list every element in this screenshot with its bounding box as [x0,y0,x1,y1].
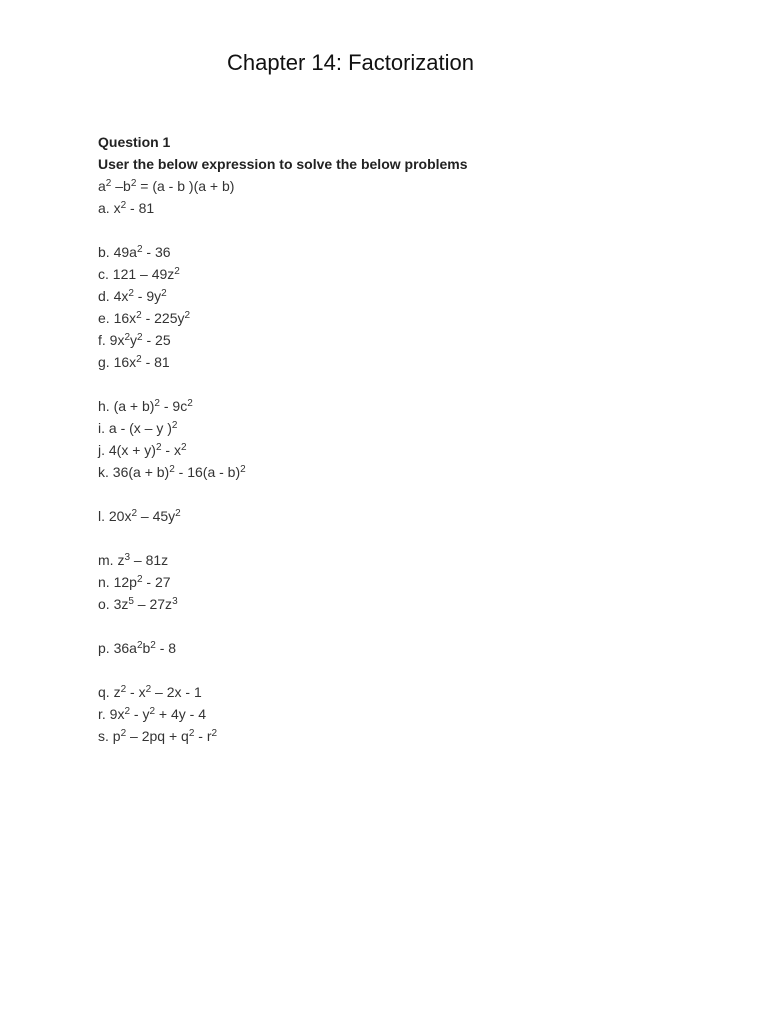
text-segment: –b [111,178,131,194]
problem-item [98,461,698,483]
problem-item [98,571,698,593]
text-segment: p. 36a [98,640,137,656]
text-segment: h. (a + b) [98,398,155,414]
text-segment: d. 4x [98,288,129,304]
text-segment: - 16(a - b) [174,464,241,480]
superscript: 2 [155,442,162,453]
problem-item [98,681,698,703]
text-segment: y [130,332,138,348]
superscript: 2 [145,684,152,695]
superscript: 2 [124,706,131,717]
superscript: 2 [136,574,143,585]
text-segment: - x [126,684,146,700]
superscript: 2 [131,508,138,519]
problem-item [98,197,698,219]
superscript: 2 [149,706,156,717]
text-segment: m. z [98,552,125,568]
problem-item [98,637,698,659]
question-heading: Question 1 [98,134,171,150]
superscript: 3 [124,552,131,563]
problem-item [98,285,698,307]
superscript: 3 [172,596,178,607]
problem-item [98,549,698,571]
spacer [98,659,698,681]
superscript: 2 [137,332,143,343]
text-segment: - 81 [141,354,170,370]
identity-formula [98,175,698,197]
text-segment: = (a - b )(a + b) [136,178,235,194]
problem-item [98,241,698,263]
text-segment: – 27z [133,596,173,612]
text-segment: o. 3z [98,596,129,612]
text-segment: - 9c [159,398,188,414]
superscript: 5 [128,596,134,607]
text-segment: - r [194,728,212,744]
text-segment: i. a - (x – y ) [98,420,172,436]
text-segment: s. p [98,728,121,744]
superscript: 2 [150,640,156,651]
problem-list [98,197,698,747]
superscript: 2 [161,288,167,299]
problem-item [98,593,698,615]
superscript: 2 [105,178,112,189]
superscript: 2 [188,728,195,739]
text-segment: f. 9x [98,332,125,348]
text-segment: - 36 [142,244,171,260]
superscript: 2 [120,728,127,739]
text-segment: - x [161,442,181,458]
problem-item [98,351,698,373]
text-segment: b. 49a [98,244,137,260]
superscript: 2 [124,332,131,343]
text-segment: a. x [98,200,121,216]
superscript: 2 [175,508,181,519]
text-segment: r. 9x [98,706,125,722]
text-segment: c. 121 – 49z [98,266,175,282]
text-segment: – 2x - 1 [151,684,202,700]
superscript: 2 [128,288,134,299]
text-segment: - 25 [142,332,171,348]
text-segment: j. 4(x + y) [98,442,156,458]
problem-item [98,307,698,329]
text-segment: n. 12p [98,574,137,590]
problem-item [98,329,698,351]
question-section [98,131,698,747]
problem-item [98,703,698,725]
superscript: 2 [136,244,143,255]
text-segment: q. z [98,684,121,700]
text-segment: a [98,178,106,194]
text-segment: - 81 [126,200,155,216]
spacer [98,373,698,395]
superscript: 2 [211,728,218,739]
superscript: 2 [169,464,175,475]
superscript: 2 [130,178,137,189]
text-segment: g. 16x [98,354,137,370]
superscript: 2 [136,354,142,365]
superscript: 2 [171,420,178,431]
question-instruction: User the below expression to solve the below problems [98,156,468,172]
text-segment: - 27 [142,574,171,590]
superscript: 2 [180,442,187,453]
text-segment: b [142,640,151,656]
page-title: Chapter 14: Factorization [227,50,475,75]
problem-item [98,725,698,747]
spacer [98,483,698,505]
text-segment: - y [130,706,150,722]
text-segment: e. 16x [98,310,137,326]
spacer [98,527,698,549]
text-segment: l. 20x [98,508,132,524]
problem-item [98,417,698,439]
superscript: 2 [174,266,180,277]
superscript: 2 [136,310,142,321]
superscript: 2 [136,640,143,651]
superscript: 2 [120,200,127,211]
spacer [98,615,698,637]
text-segment: - 8 [155,640,177,656]
text-segment: + 4y - 4 [155,706,207,722]
superscript: 2 [240,464,246,475]
text-segment: – 45y [137,508,176,524]
text-segment: – 81z [130,552,169,568]
spacer [98,219,698,241]
text-segment: - 9y [133,288,162,304]
superscript: 2 [187,398,193,409]
superscript: 2 [120,684,127,695]
problem-item [98,439,698,461]
problem-item [98,395,698,417]
text-segment: k. 36(a + b) [98,464,170,480]
text-segment: – 2pq + q [126,728,189,744]
problem-item [98,263,698,285]
superscript: 2 [154,398,160,409]
problem-item [98,505,698,527]
superscript: 2 [184,310,191,321]
text-segment: - 225y [141,310,185,326]
